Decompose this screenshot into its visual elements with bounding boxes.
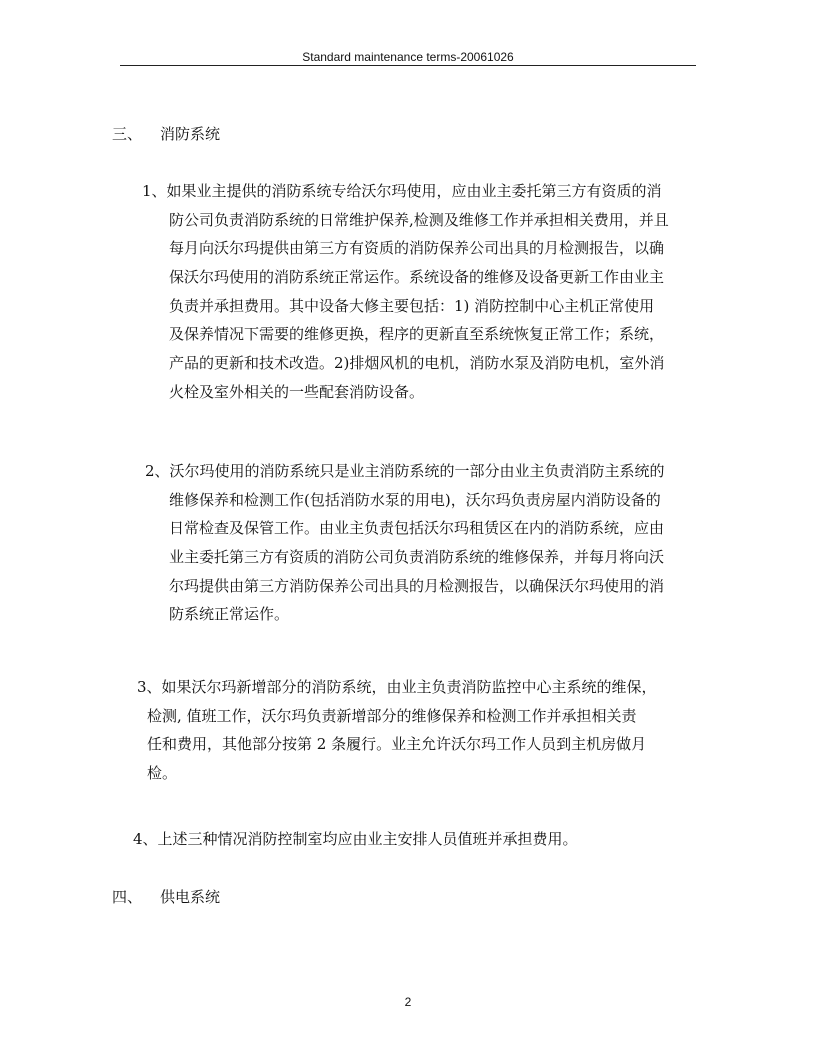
clause-line: 日常检查及保管工作。由业主负责包括沃尔玛租赁区在内的消防系统，应由 <box>169 519 665 538</box>
clause-2 <box>145 457 665 629</box>
clause-line: 负责并承担费用。其中设备大修主要包括：1) 消防控制中心主机正常使用 <box>169 296 655 315</box>
section-number: 四、 <box>112 888 143 906</box>
clause-line: 防公司负责消防系统的日常维护保养,检测及维修工作并承担相关费用，并且 <box>169 210 669 229</box>
clause-line: 火栓及室外相关的一些配套消防设备。 <box>169 382 425 401</box>
clause-line: 1、如果业主提供的消防系统专给沃尔玛使用，应由业主委托第三方有资质的消 <box>142 182 662 200</box>
header-divider <box>120 65 696 66</box>
clause-line: 维修保养和检测工作(包括消防水泵的用电)，沃尔玛负责房屋内消防设备的 <box>169 490 661 509</box>
clause-line: 每月向沃尔玛提供由第三方有资质的消防保养公司出具的月检测报告，以确 <box>169 239 665 258</box>
section-heading-4 <box>112 887 220 907</box>
clause-line: 任和费用，其他部分按第 2 条履行。业主允许沃尔玛工作人员到主机房做月 <box>147 735 647 754</box>
section-number: 三、 <box>112 125 143 143</box>
page-number: 2 <box>404 995 412 1009</box>
clause-line: 检。 <box>147 764 178 783</box>
page-header: Standard maintenance terms-20061026 <box>302 50 514 64</box>
clause-line: 及保养情况下需要的维修更换，程序的更新直至系统恢复正常工作；系统， <box>169 325 665 344</box>
section-title: 供电系统 <box>160 888 221 906</box>
clause-line: 保沃尔玛使用的消防系统正常运作。系统设备的维修及设备更新工作由业主 <box>169 268 665 287</box>
clause-line: 防系统正常运作。 <box>169 605 290 624</box>
clause-line: 3、如果沃尔玛新增部分的消防系统，由业主负责消防监控中心主系统的维保， <box>137 678 657 696</box>
clause-line: 业主委托第三方有资质的消防公司负责消防系统的维修保养，并每月将向沃 <box>169 548 665 567</box>
clause-3 <box>137 673 657 788</box>
clause-line: 2、沃尔玛使用的消防系统只是业主消防系统的一部分由业主负责消防主系统的 <box>145 462 665 480</box>
section-heading-3 <box>112 124 220 144</box>
clause-1 <box>142 177 669 407</box>
section-title: 消防系统 <box>160 125 221 143</box>
clause-line: 产品的更新和技术改造。2)排烟风机的电机，消防水泵及消防电机，室外消 <box>169 354 665 373</box>
clause-line: 检测, 值班工作，沃尔玛负责新增部分的维修保养和检测工作并承担相关责 <box>147 706 637 725</box>
clause-line: 尔玛提供由第三方消防保养公司出具的月检测报告，以确保沃尔玛使用的消 <box>169 576 665 595</box>
clause-4 <box>133 825 578 854</box>
clause-line: 4、上述三种情况消防控制室均应由业主安排人员值班并承担费用。 <box>133 830 578 848</box>
